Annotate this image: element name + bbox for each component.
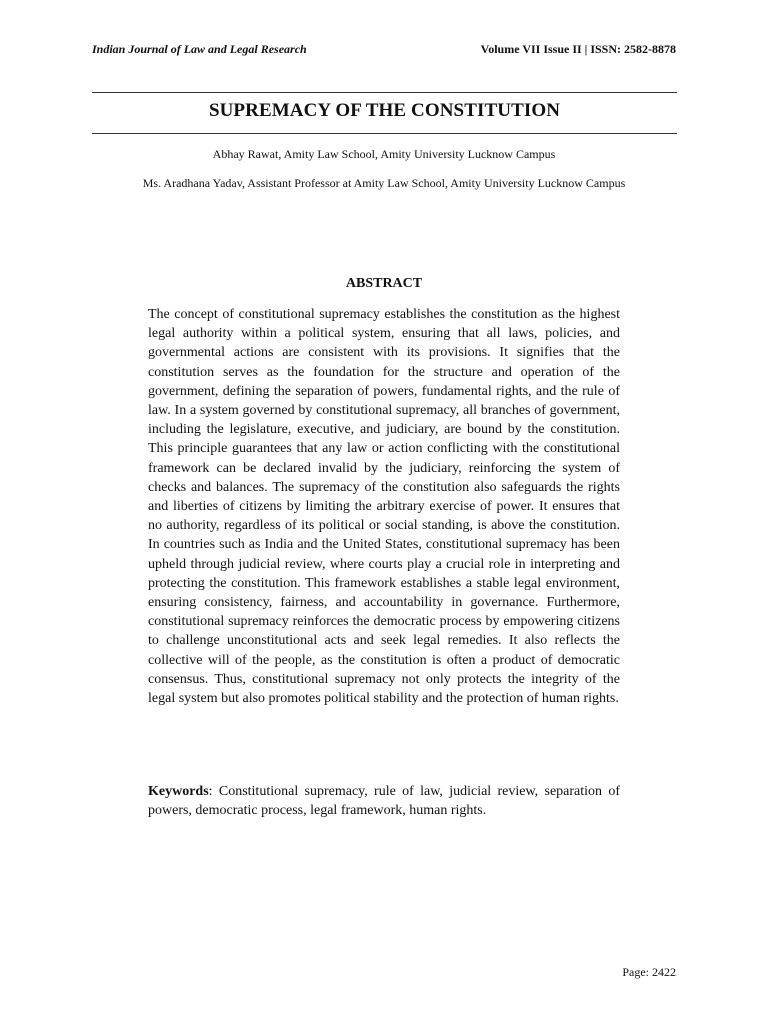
- journal-issue-info: Volume VII Issue II | ISSN: 2582-8878: [480, 42, 676, 56]
- keywords-label: Keywords: [148, 784, 209, 799]
- journal-name: Indian Journal of Law and Legal Research: [92, 42, 307, 56]
- abstract-body: The concept of constitutional supremacy establishes the constitution as the highest legal authority within a political system, ensuring that all laws, policies, and governmental actions are consistent with its provisions. It signifies that the constitution serves as the foundation for the structure and operation of the government, defining the separation of powers, fundamental rights, and the rule of law. In a system governed by constitutional supremacy, all branches of government, including the legislature, executive, and judiciary, are bound by the constitution. This principle guarantees that any law or action conflicting with the constitutional framework can be declared invalid by the judiciary, reinforcing the system of checks and balances. The supremacy of the constitution also safeguards the rights and liberties of citizens by limiting the arbitrary exercise of power. It ensures that no authority, regardless of its political or social standing, is above the constitution. In countries such as India and the United States, constitutional supremacy has been upheld through judicial review, where courts play a crucial role in interpreting and protecting the constitution. This framework establishes a stable legal environment, ensuring consistency, fairness, and accountability in governance. Furthermore, constitutional supremacy reinforces the democratic process by empowering citizens to challenge unconstitutional acts and seek legal remedies. It also reflects the collective will of the people, as the constitution is often a product of democratic consensus. Thus, constitutional supremacy not only protects the integrity of the legal system but also promotes political stability and the protection of human rights.: [148, 307, 620, 707]
- title-rule-bottom: [92, 133, 677, 134]
- keywords-paragraph: [148, 782, 620, 820]
- author-2: Ms. Aradhana Yadav, Assistant Professor at Amity Law School, Amity University Lucknow Campus: [142, 176, 626, 190]
- title-rule-top: [92, 92, 677, 93]
- author-1: Abhay Rawat, Amity Law School, Amity University Lucknow Campus: [212, 147, 556, 161]
- keywords-text: : Constitutional supremacy, rule of law, judicial review, separation of powers, democratic process, legal framework, human rights.: [148, 784, 620, 819]
- page-number: Page: 2422: [622, 965, 676, 979]
- page-title: SUPREMACY OF THE CONSTITUTION: [208, 100, 561, 121]
- abstract-heading: ABSTRACT: [345, 276, 423, 291]
